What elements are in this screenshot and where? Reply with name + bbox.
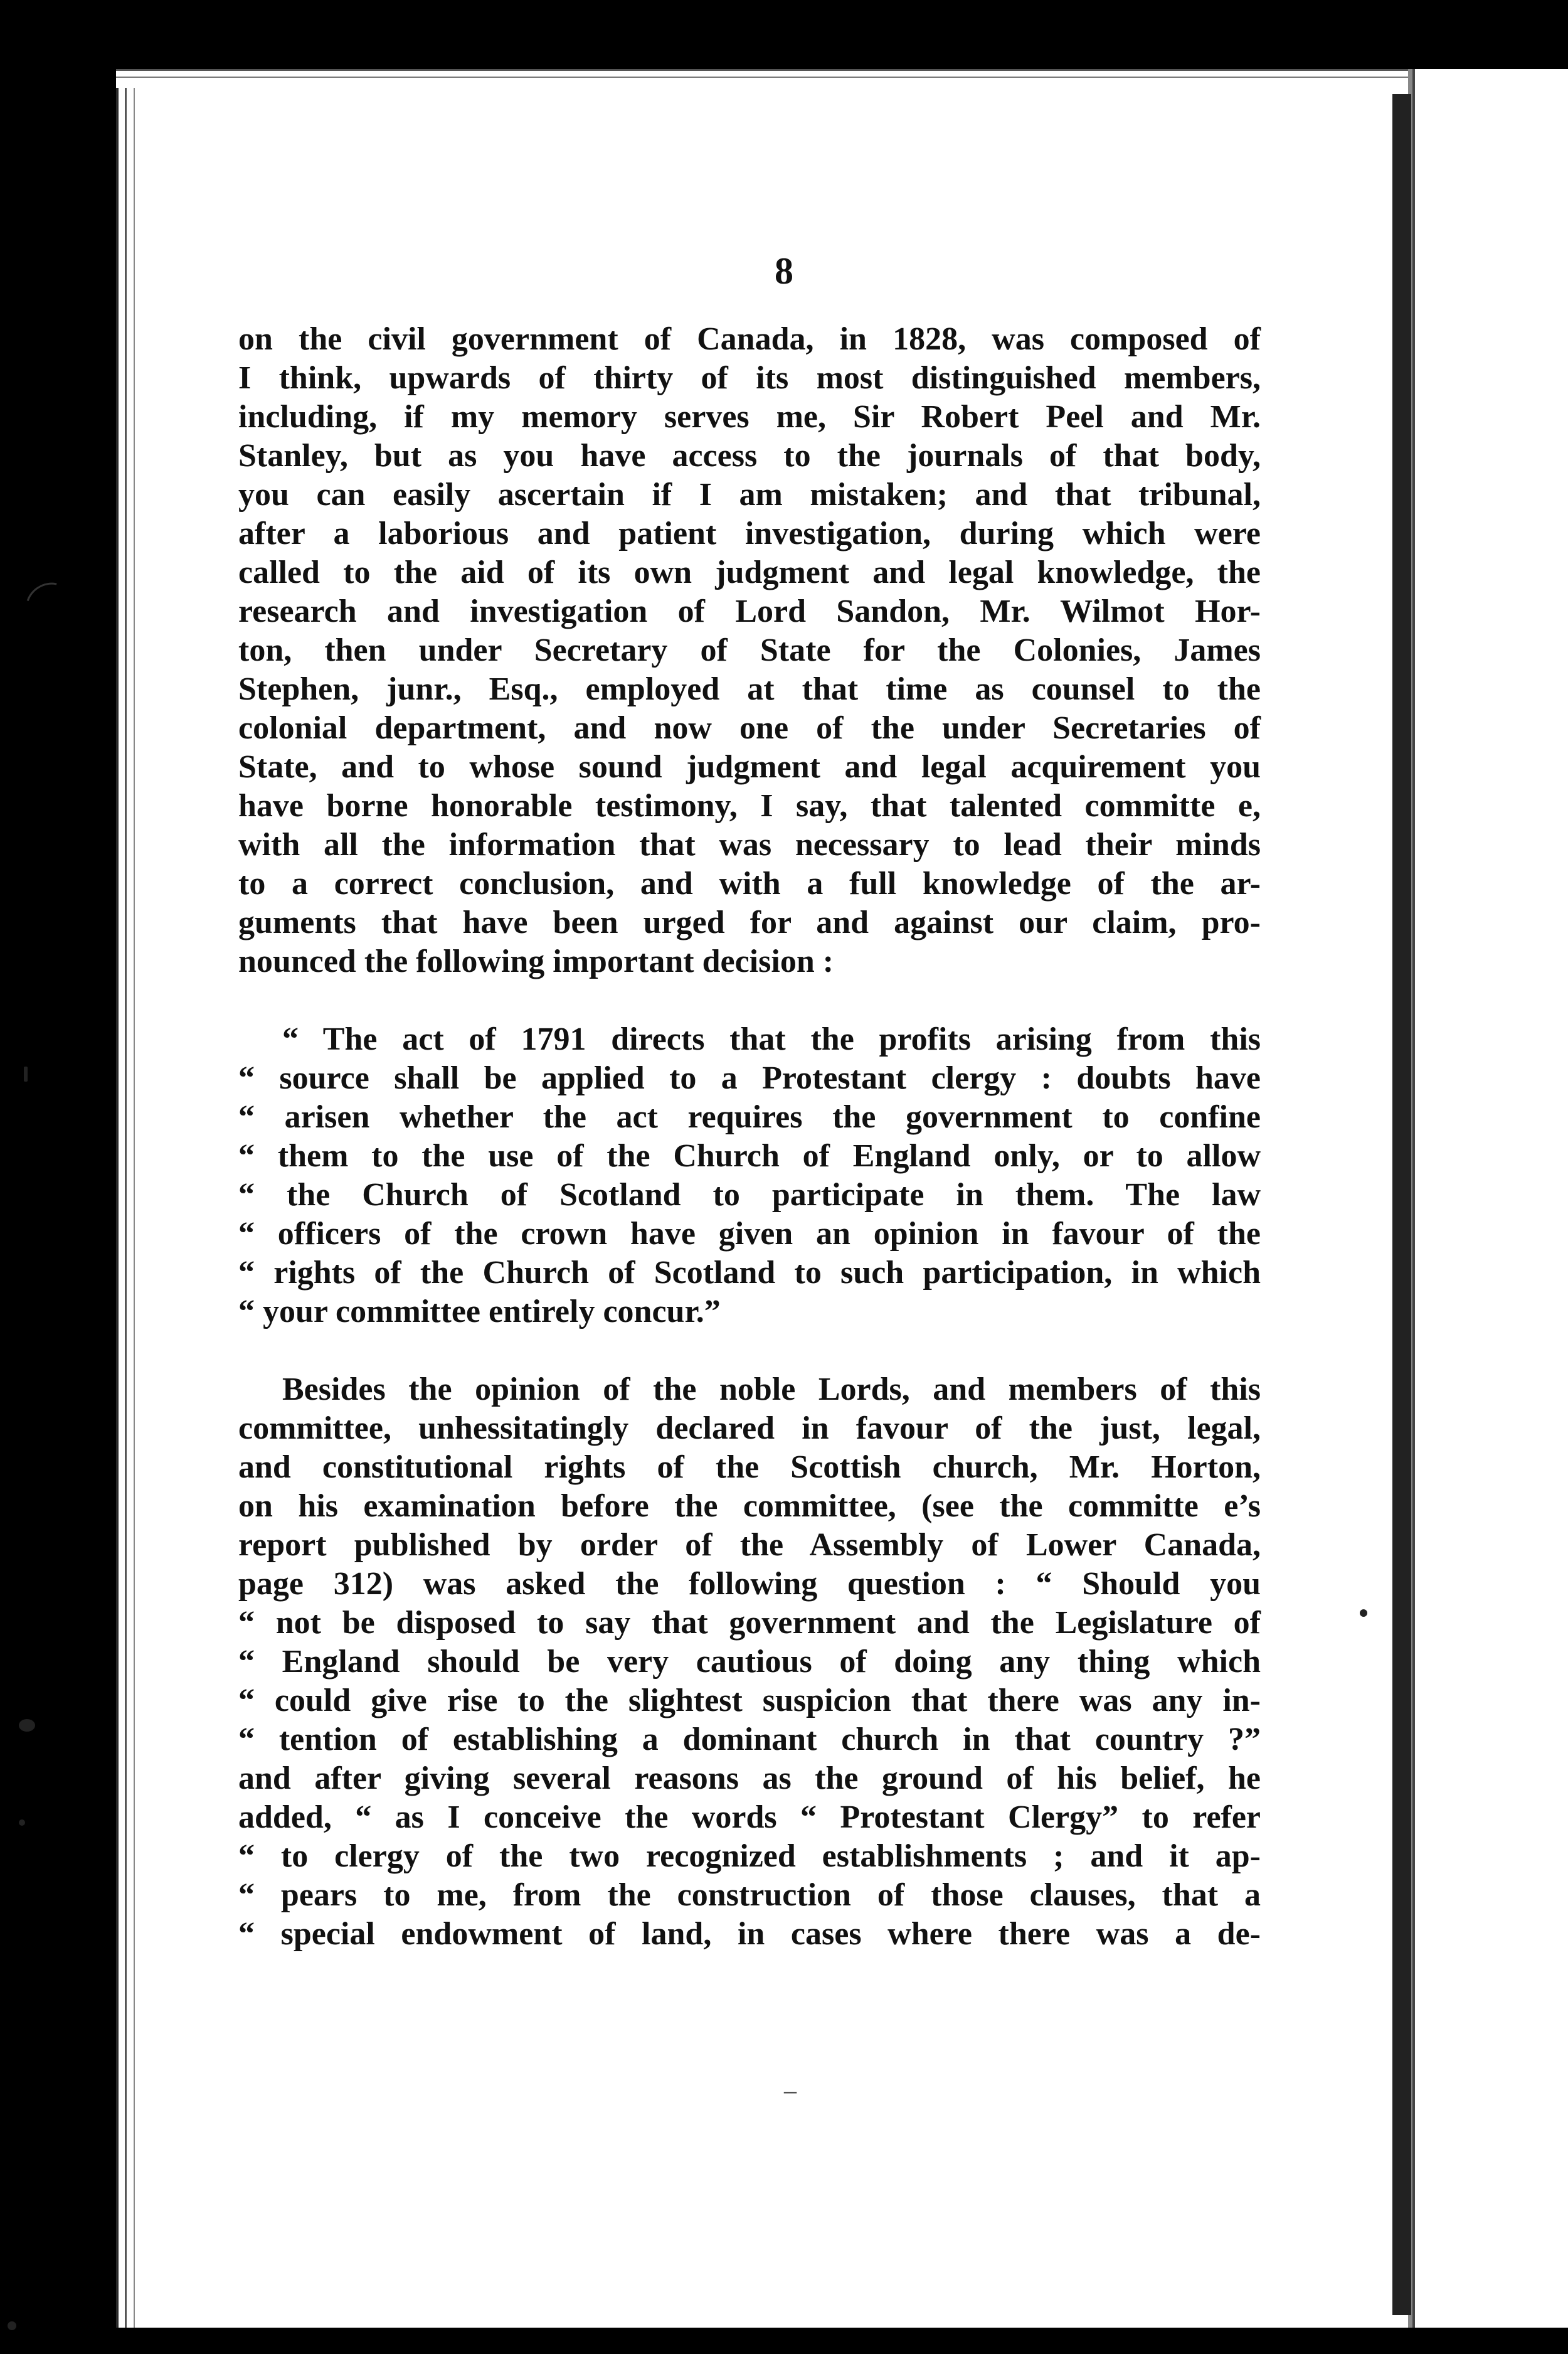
text-line: “ tention of establishing a dominant church in that country ?” [238, 1722, 1261, 1757]
page-top-edge [116, 69, 1408, 88]
margin-speck [1360, 1609, 1367, 1617]
text-line: report published by order of the Assembly of Lower Canada, [238, 1527, 1261, 1563]
text-line: Stephen, junr., Esq., employed at that time as counsel to the [238, 671, 1261, 707]
body-text [238, 320, 1261, 1954]
text-line: “ could give rise to the slightest suspicion that there was any in- [238, 1683, 1261, 1718]
text-line: State, and to whose sound judgment and legal acquirement you [238, 749, 1261, 785]
text-line: added, “ as I conceive the words “ Protestant Clergy” to refer [238, 1799, 1261, 1835]
text-line: after a laborious and patient investigation, during which were [238, 516, 1261, 551]
text-line: nounced the following important decision : [238, 944, 834, 979]
margin-speck [24, 1067, 28, 1082]
text-line: on the civil government of Canada, in 1828, was composed of [238, 321, 1261, 357]
text-line: ton, then under Secretary of State for the Colonies, James [238, 632, 1261, 668]
text-line: research and investigation of Lord Sandon, Mr. Wilmot Hor- [238, 594, 1261, 629]
text-line: colonial department, and now one of the under Secretaries of [238, 710, 1261, 746]
margin-speck [19, 1719, 35, 1732]
text-line: guments that have been urged for and against our claim, pro- [238, 905, 1261, 940]
text-line: on his examination before the committee, (see the committe e’s [238, 1488, 1261, 1524]
quote-line: “ source shall be applied to a Protestant clergy : doubts have [238, 1060, 1261, 1096]
text-line: and constitutional rights of the Scottish church, Mr. Horton, [238, 1449, 1261, 1485]
margin-speck [8, 2321, 16, 2330]
margin-speck [19, 1819, 25, 1826]
text-line: including, if my memory serves me, Sir Robert Peel and Mr. [238, 399, 1261, 435]
footer-mark: – [784, 2076, 797, 2104]
quoted-decision [238, 1020, 1261, 1331]
quote-line: “ them to the use of the Church of England only, or to allow [238, 1138, 1261, 1174]
paragraph-2 [238, 1370, 1261, 1954]
text-line: you can easily ascertain if I am mistaken; and that tribunal, [238, 477, 1261, 513]
text-line: “ to clergy of the two recognized establishments ; and it ap- [238, 1838, 1261, 1874]
paragraph-1 [238, 320, 1261, 981]
text-line: committee, unhessitatingly declared in favour of the just, legal, [238, 1410, 1261, 1446]
text-line: and after giving several reasons as the ground of his belief, he [238, 1760, 1261, 1796]
quote-line: “ The act of 1791 directs that the profits arising from this [282, 1021, 1261, 1057]
text-line: Stanley, but as you have access to the journals of that body, [238, 438, 1261, 474]
page-number: 8 [775, 250, 793, 292]
text-line: with all the information that was necessary to lead their minds [238, 827, 1261, 863]
facing-page [1412, 69, 1568, 2328]
text-line: to a correct conclusion, and with a full knowledge of the ar- [238, 866, 1261, 902]
quote-line: “ arisen whether the act requires the government to confine [238, 1099, 1261, 1135]
text-line: have borne honorable testimony, I say, that talented committe e, [238, 788, 1261, 824]
quote-line: “ rights of the Church of Scotland to such participation, in which [238, 1255, 1261, 1291]
margin-mark [18, 574, 80, 634]
quote-line: “ officers of the crown have given an opinion in favour of the [238, 1216, 1261, 1252]
text-line: page 312) was asked the following question : “ Should you [238, 1566, 1261, 1602]
text-line: I think, upwards of thirty of its most distinguished members, [238, 360, 1261, 396]
text-line: Besides the opinion of the noble Lords, and members of this [282, 1371, 1261, 1407]
quote-line: “ your committee entirely concur.” [238, 1294, 721, 1329]
text-line: “ England should be very cautious of doing any thing which [238, 1644, 1261, 1680]
page-left-edge [116, 69, 154, 2328]
quote-line: “ the Church of Scotland to participate in them. The law [238, 1177, 1261, 1213]
book-spine [1392, 94, 1411, 2315]
text-line: “ not be disposed to say that government and the Legislature of [238, 1605, 1261, 1641]
text-line: “ pears to me, from the construction of those clauses, that a [238, 1877, 1261, 1913]
text-line: “ special endowment of land, in cases where there was a de- [238, 1916, 1261, 1952]
text-line: called to the aid of its own judgment and legal knowledge, the [238, 555, 1261, 590]
scan-border-top [0, 0, 1568, 69]
scan-border-bottom [0, 2328, 1568, 2354]
